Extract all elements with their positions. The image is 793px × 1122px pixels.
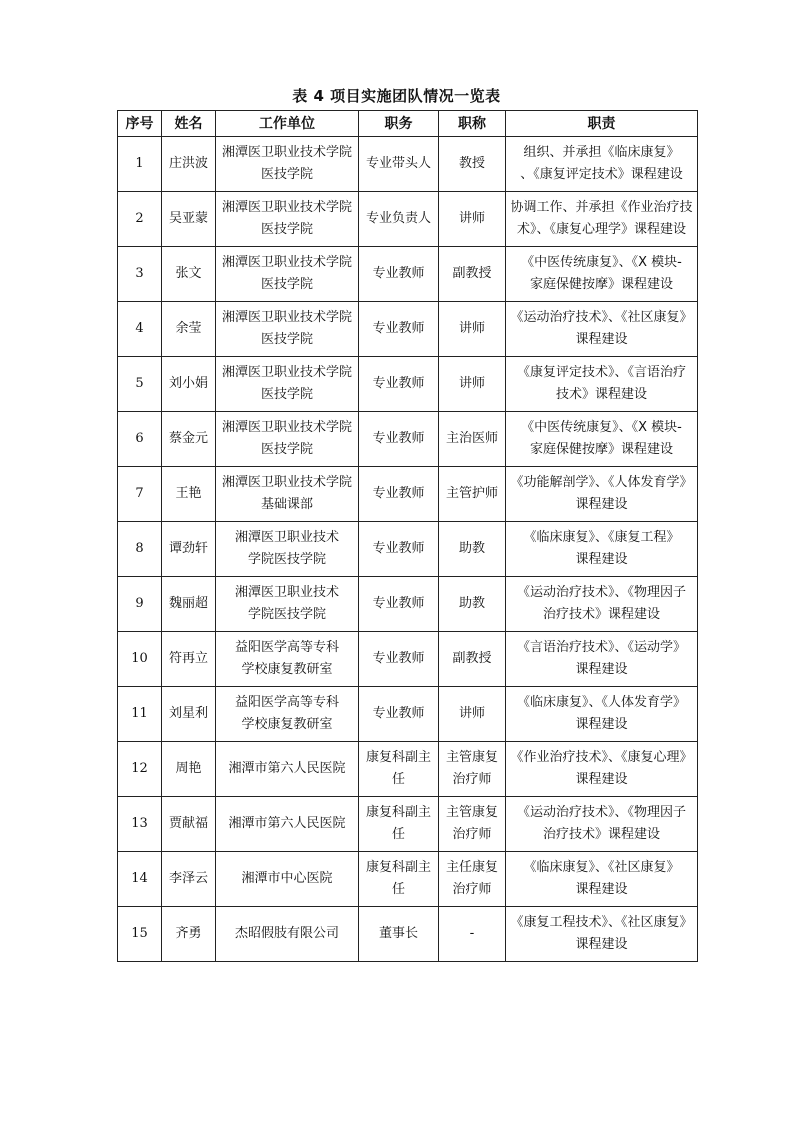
unit-line: 湘潭医卫职业技术学院 <box>221 420 352 435</box>
duty-line: 《康复评定技术》、《言语治疗 <box>516 365 686 380</box>
unit-line: 湘潭医卫职业技术学院 <box>221 200 352 215</box>
rank-cell <box>439 577 506 632</box>
rank-cell <box>439 687 506 742</box>
name-cell: 刘小娟 <box>162 357 216 412</box>
seq-cell: 1 <box>118 137 162 192</box>
name-cell: 李泽云 <box>162 852 216 907</box>
unit-cell <box>216 467 359 522</box>
name-cell: 贾献福 <box>162 797 216 852</box>
post-line: 专业教师 <box>372 321 425 336</box>
unit-line: 学院医技学院 <box>247 607 326 622</box>
duty-cell <box>506 192 698 247</box>
header-rank: 职称 <box>439 111 506 137</box>
rank-line: 治疗师 <box>452 882 492 897</box>
unit-line: 湘潭医卫职业技术 <box>234 530 339 545</box>
seq-cell: 4 <box>118 302 162 357</box>
post-line: 专业教师 <box>372 706 425 721</box>
table-body <box>118 137 698 962</box>
post-cell <box>359 467 439 522</box>
post-cell <box>359 137 439 192</box>
rank-cell <box>439 797 506 852</box>
unit-line: 湘潭医卫职业技术 <box>234 585 339 600</box>
post-line: 专业教师 <box>372 486 425 501</box>
unit-cell <box>216 137 359 192</box>
name-cell: 刘星利 <box>162 687 216 742</box>
seq-cell: 13 <box>118 797 162 852</box>
rank-line: 讲师 <box>458 376 485 391</box>
duty-cell <box>506 632 698 687</box>
duty-line: 治疗技术》课程建设 <box>542 827 660 842</box>
seq-cell: 7 <box>118 467 162 522</box>
post-line: 专业教师 <box>372 376 425 391</box>
seq-cell: 6 <box>118 412 162 467</box>
table-row <box>118 137 698 192</box>
post-cell <box>359 632 439 687</box>
duty-line: 《临床康复》、《康复工程》 <box>523 530 680 545</box>
duty-line: 治疗技术》课程建设 <box>542 607 660 622</box>
unit-line: 湘潭医卫职业技术学院 <box>221 310 352 325</box>
header-duty: 职责 <box>506 111 698 137</box>
duty-line: 课程建设 <box>575 772 628 787</box>
seq-cell: 9 <box>118 577 162 632</box>
duty-line: 《言语治疗技术》、《运动学》 <box>516 640 686 655</box>
table-row <box>118 687 698 742</box>
duty-line: 课程建设 <box>575 332 628 347</box>
post-line: 康复科副主 <box>365 860 431 875</box>
name-cell: 魏丽超 <box>162 577 216 632</box>
duty-line: 《运动治疗技术》、《社区康复》 <box>510 310 693 325</box>
header-seq: 序号 <box>118 111 162 137</box>
post-cell <box>359 907 439 962</box>
name-cell: 张文 <box>162 247 216 302</box>
duty-cell <box>506 467 698 522</box>
seq-cell: 2 <box>118 192 162 247</box>
unit-cell <box>216 247 359 302</box>
rank-line: - <box>469 926 475 941</box>
duty-line: 《运动治疗技术》、《物理因子 <box>516 805 686 820</box>
post-cell <box>359 247 439 302</box>
duty-line: 《功能解剖学》、《人体发育学》 <box>510 475 693 490</box>
unit-line: 杰昭假肢有限公司 <box>234 926 339 941</box>
duty-cell <box>506 247 698 302</box>
table-row <box>118 577 698 632</box>
table-row <box>118 412 698 467</box>
rank-cell <box>439 852 506 907</box>
post-cell <box>359 192 439 247</box>
duty-line: 课程建设 <box>575 717 628 732</box>
duty-cell <box>506 357 698 412</box>
name-cell: 吴亚蒙 <box>162 192 216 247</box>
unit-line: 湘潭市第六人民医院 <box>228 816 346 831</box>
seq-cell: 8 <box>118 522 162 577</box>
unit-cell <box>216 412 359 467</box>
rank-line: 主管康复 <box>445 750 498 765</box>
unit-cell <box>216 687 359 742</box>
table-row <box>118 467 698 522</box>
post-line: 任 <box>391 882 405 897</box>
post-cell <box>359 302 439 357</box>
name-cell: 王艳 <box>162 467 216 522</box>
duty-line: 课程建设 <box>575 497 628 512</box>
rank-line: 治疗师 <box>452 772 492 787</box>
rank-line: 助教 <box>458 596 485 611</box>
header-name: 姓名 <box>162 111 216 137</box>
post-line: 专业教师 <box>372 431 425 446</box>
table-row <box>118 357 698 412</box>
seq-cell: 12 <box>118 742 162 797</box>
unit-line: 湘潭医卫职业技术学院 <box>221 255 352 270</box>
duty-line: 技术》课程建设 <box>555 387 647 402</box>
name-cell: 余莹 <box>162 302 216 357</box>
unit-cell <box>216 192 359 247</box>
duty-line: 组织、并承担《临床康复》 <box>523 145 680 160</box>
duty-line: 课程建设 <box>575 882 628 897</box>
post-cell <box>359 412 439 467</box>
table-row <box>118 522 698 577</box>
duty-line: 《康复工程技术》、《社区康复》 <box>510 915 693 930</box>
duty-cell <box>506 302 698 357</box>
rank-line: 治疗师 <box>452 827 492 842</box>
table-title: 表 4 项目实施团队情况一览表 <box>292 87 501 105</box>
post-line: 专业教师 <box>372 651 425 666</box>
table-row <box>118 632 698 687</box>
post-line: 专业教师 <box>372 596 425 611</box>
duty-cell <box>506 797 698 852</box>
unit-line: 学校康复教研室 <box>241 717 333 732</box>
name-cell: 齐勇 <box>162 907 216 962</box>
duty-cell <box>506 687 698 742</box>
duty-line: 《临床康复》、《社区康复》 <box>523 860 680 875</box>
duty-line: 术》、《康复心理学》课程建设 <box>516 222 686 237</box>
duty-line: 课程建设 <box>575 937 628 952</box>
duty-cell <box>506 412 698 467</box>
unit-line: 基础课部 <box>260 497 313 512</box>
unit-line: 湘潭市中心医院 <box>241 871 333 886</box>
rank-cell <box>439 412 506 467</box>
rank-line: 讲师 <box>458 211 485 226</box>
table-row <box>118 852 698 907</box>
duty-cell <box>506 577 698 632</box>
post-line: 康复科副主 <box>365 750 431 765</box>
unit-line: 医技学院 <box>260 167 313 182</box>
post-cell <box>359 357 439 412</box>
rank-cell <box>439 742 506 797</box>
post-line: 专业负责人 <box>365 211 431 226</box>
unit-line: 湘潭医卫职业技术学院 <box>221 475 352 490</box>
unit-line: 医技学院 <box>260 387 313 402</box>
name-cell: 周艳 <box>162 742 216 797</box>
rank-line: 副教授 <box>452 266 492 281</box>
seq-cell: 15 <box>118 907 162 962</box>
post-line: 专业教师 <box>372 541 425 556</box>
rank-line: 副教授 <box>452 651 492 666</box>
duty-cell <box>506 852 698 907</box>
rank-line: 讲师 <box>458 321 485 336</box>
unit-line: 学校康复教研室 <box>241 662 333 677</box>
rank-cell <box>439 467 506 522</box>
post-cell <box>359 797 439 852</box>
rank-line: 主任康复 <box>445 860 498 875</box>
name-cell: 符再立 <box>162 632 216 687</box>
rank-line: 助教 <box>458 541 485 556</box>
duty-line: 《临床康复》、《人体发育学》 <box>516 695 686 710</box>
rank-cell <box>439 302 506 357</box>
duty-line: 《中医传统康复》、《X 模块- <box>521 420 682 435</box>
team-table <box>117 110 698 962</box>
post-line: 董事长 <box>378 926 418 941</box>
duty-cell <box>506 742 698 797</box>
table-row <box>118 742 698 797</box>
name-cell: 谭劲轩 <box>162 522 216 577</box>
rank-cell <box>439 357 506 412</box>
table-row <box>118 302 698 357</box>
unit-cell <box>216 302 359 357</box>
rank-cell <box>439 192 506 247</box>
duty-cell <box>506 907 698 962</box>
header-unit: 工作单位 <box>216 111 359 137</box>
duty-line: 课程建设 <box>575 662 628 677</box>
unit-line: 湘潭医卫职业技术学院 <box>221 365 352 380</box>
rank-line: 主治医师 <box>445 431 498 446</box>
post-cell <box>359 852 439 907</box>
seq-cell: 3 <box>118 247 162 302</box>
unit-line: 益阳医学高等专科 <box>234 695 339 710</box>
post-cell <box>359 742 439 797</box>
rank-cell <box>439 247 506 302</box>
table-row <box>118 907 698 962</box>
seq-cell: 11 <box>118 687 162 742</box>
duty-line: 《运动治疗技术》、《物理因子 <box>516 585 686 600</box>
post-cell <box>359 687 439 742</box>
unit-cell <box>216 797 359 852</box>
table-row <box>118 797 698 852</box>
unit-line: 医技学院 <box>260 442 313 457</box>
unit-cell <box>216 632 359 687</box>
duty-line: 、《康复评定技术》课程建设 <box>520 167 683 182</box>
post-line: 任 <box>391 827 405 842</box>
duty-line: 《中医传统康复》、《X 模块- <box>521 255 682 270</box>
unit-cell <box>216 522 359 577</box>
table-row <box>118 192 698 247</box>
duty-cell <box>506 137 698 192</box>
header-post: 职务 <box>359 111 439 137</box>
duty-line: 家庭保健按摩》课程建设 <box>529 442 673 457</box>
unit-line: 医技学院 <box>260 222 313 237</box>
post-cell <box>359 577 439 632</box>
rank-cell <box>439 632 506 687</box>
rank-line: 讲师 <box>458 706 485 721</box>
rank-cell <box>439 522 506 577</box>
rank-cell <box>439 907 506 962</box>
seq-cell: 10 <box>118 632 162 687</box>
post-line: 康复科副主 <box>365 805 431 820</box>
duty-cell <box>506 522 698 577</box>
rank-line: 主管护师 <box>445 486 498 501</box>
post-line: 专业带头人 <box>365 156 431 171</box>
unit-line: 湘潭医卫职业技术学院 <box>221 145 352 160</box>
unit-cell <box>216 577 359 632</box>
post-cell <box>359 522 439 577</box>
unit-line: 益阳医学高等专科 <box>234 640 339 655</box>
name-cell: 蔡金元 <box>162 412 216 467</box>
rank-cell <box>439 137 506 192</box>
unit-line: 湘潭市第六人民医院 <box>228 761 346 776</box>
unit-line: 医技学院 <box>260 332 313 347</box>
unit-line: 医技学院 <box>260 277 313 292</box>
unit-cell <box>216 742 359 797</box>
rank-line: 教授 <box>458 156 485 171</box>
unit-cell <box>216 907 359 962</box>
unit-line: 学院医技学院 <box>247 552 326 567</box>
table-row <box>118 247 698 302</box>
post-line: 任 <box>391 772 405 787</box>
duty-line: 《作业治疗技术》、《康复心理》 <box>510 750 693 765</box>
seq-cell: 14 <box>118 852 162 907</box>
duty-line: 协调工作、并承担《作业治疗技 <box>510 200 693 215</box>
name-cell: 庄洪波 <box>162 137 216 192</box>
unit-cell <box>216 357 359 412</box>
duty-line: 课程建设 <box>575 552 628 567</box>
seq-cell: 5 <box>118 357 162 412</box>
rank-line: 主管康复 <box>445 805 498 820</box>
post-line: 专业教师 <box>372 266 425 281</box>
unit-cell <box>216 852 359 907</box>
duty-line: 家庭保健按摩》课程建设 <box>529 277 673 292</box>
header-row <box>118 111 698 137</box>
